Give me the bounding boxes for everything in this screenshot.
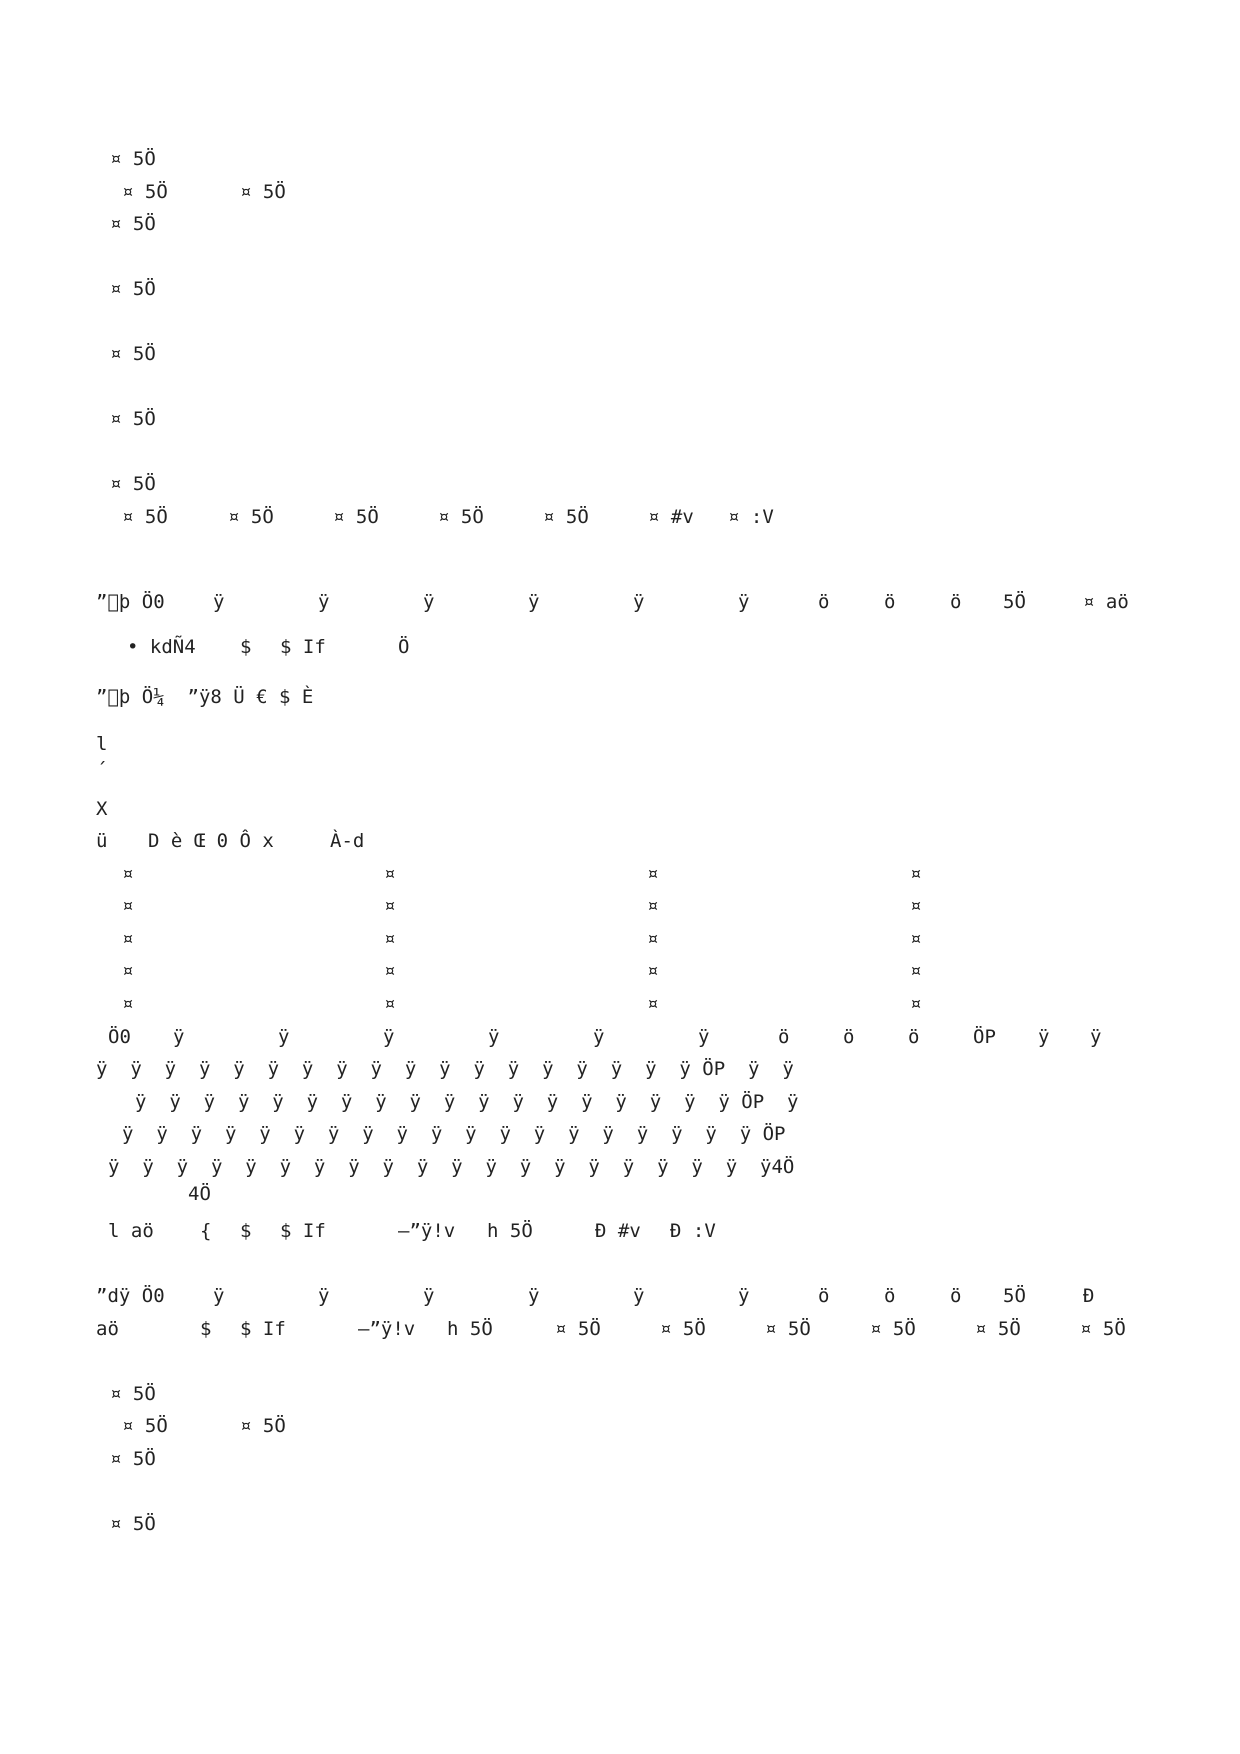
text-fragment: ÿ — [1090, 1026, 1102, 1048]
text-fragment: ö — [950, 591, 962, 613]
text-fragment: ¤ — [122, 993, 134, 1015]
text-fragment: ÿ ÿ ÿ ÿ ÿ ÿ ÿ ÿ ÿ ÿ ÿ ÿ ÿ ÿ ÿ ÿ ÿ ÿ ÿ ÿ4Ö — [108, 1156, 795, 1178]
text-fragment: $ — [240, 1220, 252, 1242]
text-fragment: ÿ — [633, 591, 645, 613]
text-fragment: ¤ 5Ö — [870, 1318, 916, 1340]
text-fragment: $ If — [280, 1220, 326, 1242]
text-fragment: ¤ 5Ö — [438, 506, 484, 528]
text-fragment: ¤ 5Ö — [1080, 1318, 1126, 1340]
text-fragment: ¤ — [910, 993, 922, 1015]
text-fragment: ¤ 5Ö — [110, 473, 156, 495]
text-fragment: À-d — [330, 830, 365, 852]
text-fragment: ö — [843, 1026, 855, 1048]
text-fragment: ¤ — [384, 895, 396, 917]
text-fragment: ÿ — [633, 1285, 645, 1307]
text-fragment: ü — [96, 830, 108, 852]
text-fragment: ÿ — [383, 1026, 395, 1048]
text-fragment: ¤ — [384, 863, 396, 885]
text-fragment: ¤ 5Ö — [228, 506, 274, 528]
text-fragment: • kdÑ4 — [127, 636, 196, 658]
text-fragment: ÿ — [488, 1026, 500, 1048]
text-fragment: ¤ — [647, 993, 659, 1015]
text-fragment: Ö — [398, 636, 410, 658]
text-fragment: ¤ — [647, 895, 659, 917]
text-fragment: ¤ 5Ö — [110, 1513, 156, 1535]
text-fragment: ¤ :V — [728, 506, 774, 528]
text-fragment: ¤ — [647, 863, 659, 885]
text-fragment: ¤ 5Ö — [975, 1318, 1021, 1340]
text-fragment: ¤ — [122, 895, 134, 917]
text-fragment: ¤ — [910, 928, 922, 950]
text-fragment: ¤ #v — [648, 506, 694, 528]
text-fragment: ÿ — [278, 1026, 290, 1048]
text-fragment: ¤ 5Ö — [765, 1318, 811, 1340]
text-fragment: ö — [778, 1026, 790, 1048]
text-fragment: Ð — [1083, 1285, 1095, 1307]
text-fragment: ¤ 5Ö — [110, 278, 156, 300]
text-fragment: ¤ 5Ö — [110, 213, 156, 235]
text-fragment: ÖP — [973, 1026, 996, 1048]
text-fragment: ¤ 5Ö — [555, 1318, 601, 1340]
text-fragment: ´ — [96, 759, 108, 781]
text-fragment: ¤ — [910, 960, 922, 982]
text-fragment: X — [96, 798, 108, 820]
text-fragment: –”ÿ!v — [358, 1318, 416, 1340]
text-fragment: ÿ ÿ ÿ ÿ ÿ ÿ ÿ ÿ ÿ ÿ ÿ ÿ ÿ ÿ ÿ ÿ ÿ ÿ ÖP ÿ — [135, 1091, 799, 1113]
text-fragment: l — [96, 733, 108, 755]
text-fragment: $ If — [280, 636, 326, 658]
text-fragment: ÿ — [1038, 1026, 1050, 1048]
text-fragment: 5Ö — [1003, 1285, 1026, 1307]
text-fragment: ¤ — [910, 863, 922, 885]
text-fragment: ÿ — [213, 1285, 225, 1307]
text-fragment: ¤ 5Ö — [110, 1448, 156, 1470]
text-fragment: ¤ — [384, 960, 396, 982]
text-fragment: $ — [240, 636, 252, 658]
text-fragment: ¤ — [647, 960, 659, 982]
text-fragment: Ð #v — [595, 1220, 641, 1242]
text-fragment: ¤ — [122, 928, 134, 950]
text-fragment: ¤ 5Ö — [333, 506, 379, 528]
text-fragment: ¤ 5Ö — [110, 343, 156, 365]
text-fragment: ¤ — [122, 863, 134, 885]
text-fragment: ¤ 5Ö — [110, 148, 156, 170]
text-fragment: $ — [200, 1318, 212, 1340]
text-fragment: ö — [884, 1285, 896, 1307]
text-fragment: ¤ 5Ö — [543, 506, 589, 528]
text-fragment: ¤ — [122, 960, 134, 982]
text-fragment: ¤ — [910, 895, 922, 917]
text-fragment: ö — [950, 1285, 962, 1307]
text-fragment: –”ÿ!v — [398, 1220, 456, 1242]
text-fragment: ¤ 5Ö — [110, 1383, 156, 1405]
text-fragment: ¤ 5Ö — [660, 1318, 706, 1340]
text-fragment: D è Œ 0 Ô x — [148, 830, 274, 852]
text-fragment: { — [200, 1220, 212, 1242]
text-fragment: ÿ — [738, 1285, 750, 1307]
text-fragment: ö — [818, 1285, 830, 1307]
text-fragment: ¤ — [384, 993, 396, 1015]
text-fragment: ÿ — [318, 591, 330, 613]
text-fragment: ¤ 5Ö — [122, 1415, 168, 1437]
text-fragment: Ð :V — [670, 1220, 716, 1242]
text-fragment: ÿ — [213, 591, 225, 613]
text-fragment: $ If — [240, 1318, 286, 1340]
text-fragment: aö — [96, 1318, 119, 1340]
text-fragment: ¤ 5Ö — [122, 181, 168, 203]
text-fragment: 4Ö — [188, 1183, 211, 1205]
text-fragment: h 5Ö — [447, 1318, 493, 1340]
text-fragment: ÿ — [528, 1285, 540, 1307]
text-fragment: ÿ — [738, 591, 750, 613]
text-fragment: ¤ 5Ö — [110, 408, 156, 430]
text-fragment: ” þ Ö0 — [96, 591, 165, 613]
text-fragment: ”dÿ Ö0 — [96, 1285, 165, 1307]
text-fragment: ö — [818, 591, 830, 613]
text-fragment: h 5Ö — [487, 1220, 533, 1242]
text-fragment: ÿ — [593, 1026, 605, 1048]
text-fragment: ÿ ÿ ÿ ÿ ÿ ÿ ÿ ÿ ÿ ÿ ÿ ÿ ÿ ÿ ÿ ÿ ÿ ÿ ÖP ÿ ÿ — [96, 1058, 794, 1080]
text-fragment: ÿ — [698, 1026, 710, 1048]
text-fragment: ÿ — [318, 1285, 330, 1307]
text-fragment: ” þ Ö¼ ”ÿ8 Ü € $ È — [96, 686, 314, 708]
text-fragment: ¤ 5Ö — [240, 1415, 286, 1437]
text-fragment: 5Ö — [1003, 591, 1026, 613]
text-fragment: ÿ — [423, 591, 435, 613]
text-fragment: ¤ aö — [1083, 591, 1129, 613]
text-fragment: ÿ — [173, 1026, 185, 1048]
text-fragment: ¤ 5Ö — [122, 506, 168, 528]
text-fragment: ö — [908, 1026, 920, 1048]
text-fragment: l aö — [108, 1220, 154, 1242]
text-fragment: ¤ — [647, 928, 659, 950]
text-fragment: Ö0 — [108, 1026, 131, 1048]
text-fragment: ÿ ÿ ÿ ÿ ÿ ÿ ÿ ÿ ÿ ÿ ÿ ÿ ÿ ÿ ÿ ÿ ÿ ÿ ÿ ÖP — [122, 1123, 786, 1145]
text-fragment: ö — [884, 591, 896, 613]
text-fragment: ÿ — [528, 591, 540, 613]
text-fragment: ÿ — [423, 1285, 435, 1307]
text-fragment: ¤ 5Ö — [240, 181, 286, 203]
text-fragment: ¤ — [384, 928, 396, 950]
